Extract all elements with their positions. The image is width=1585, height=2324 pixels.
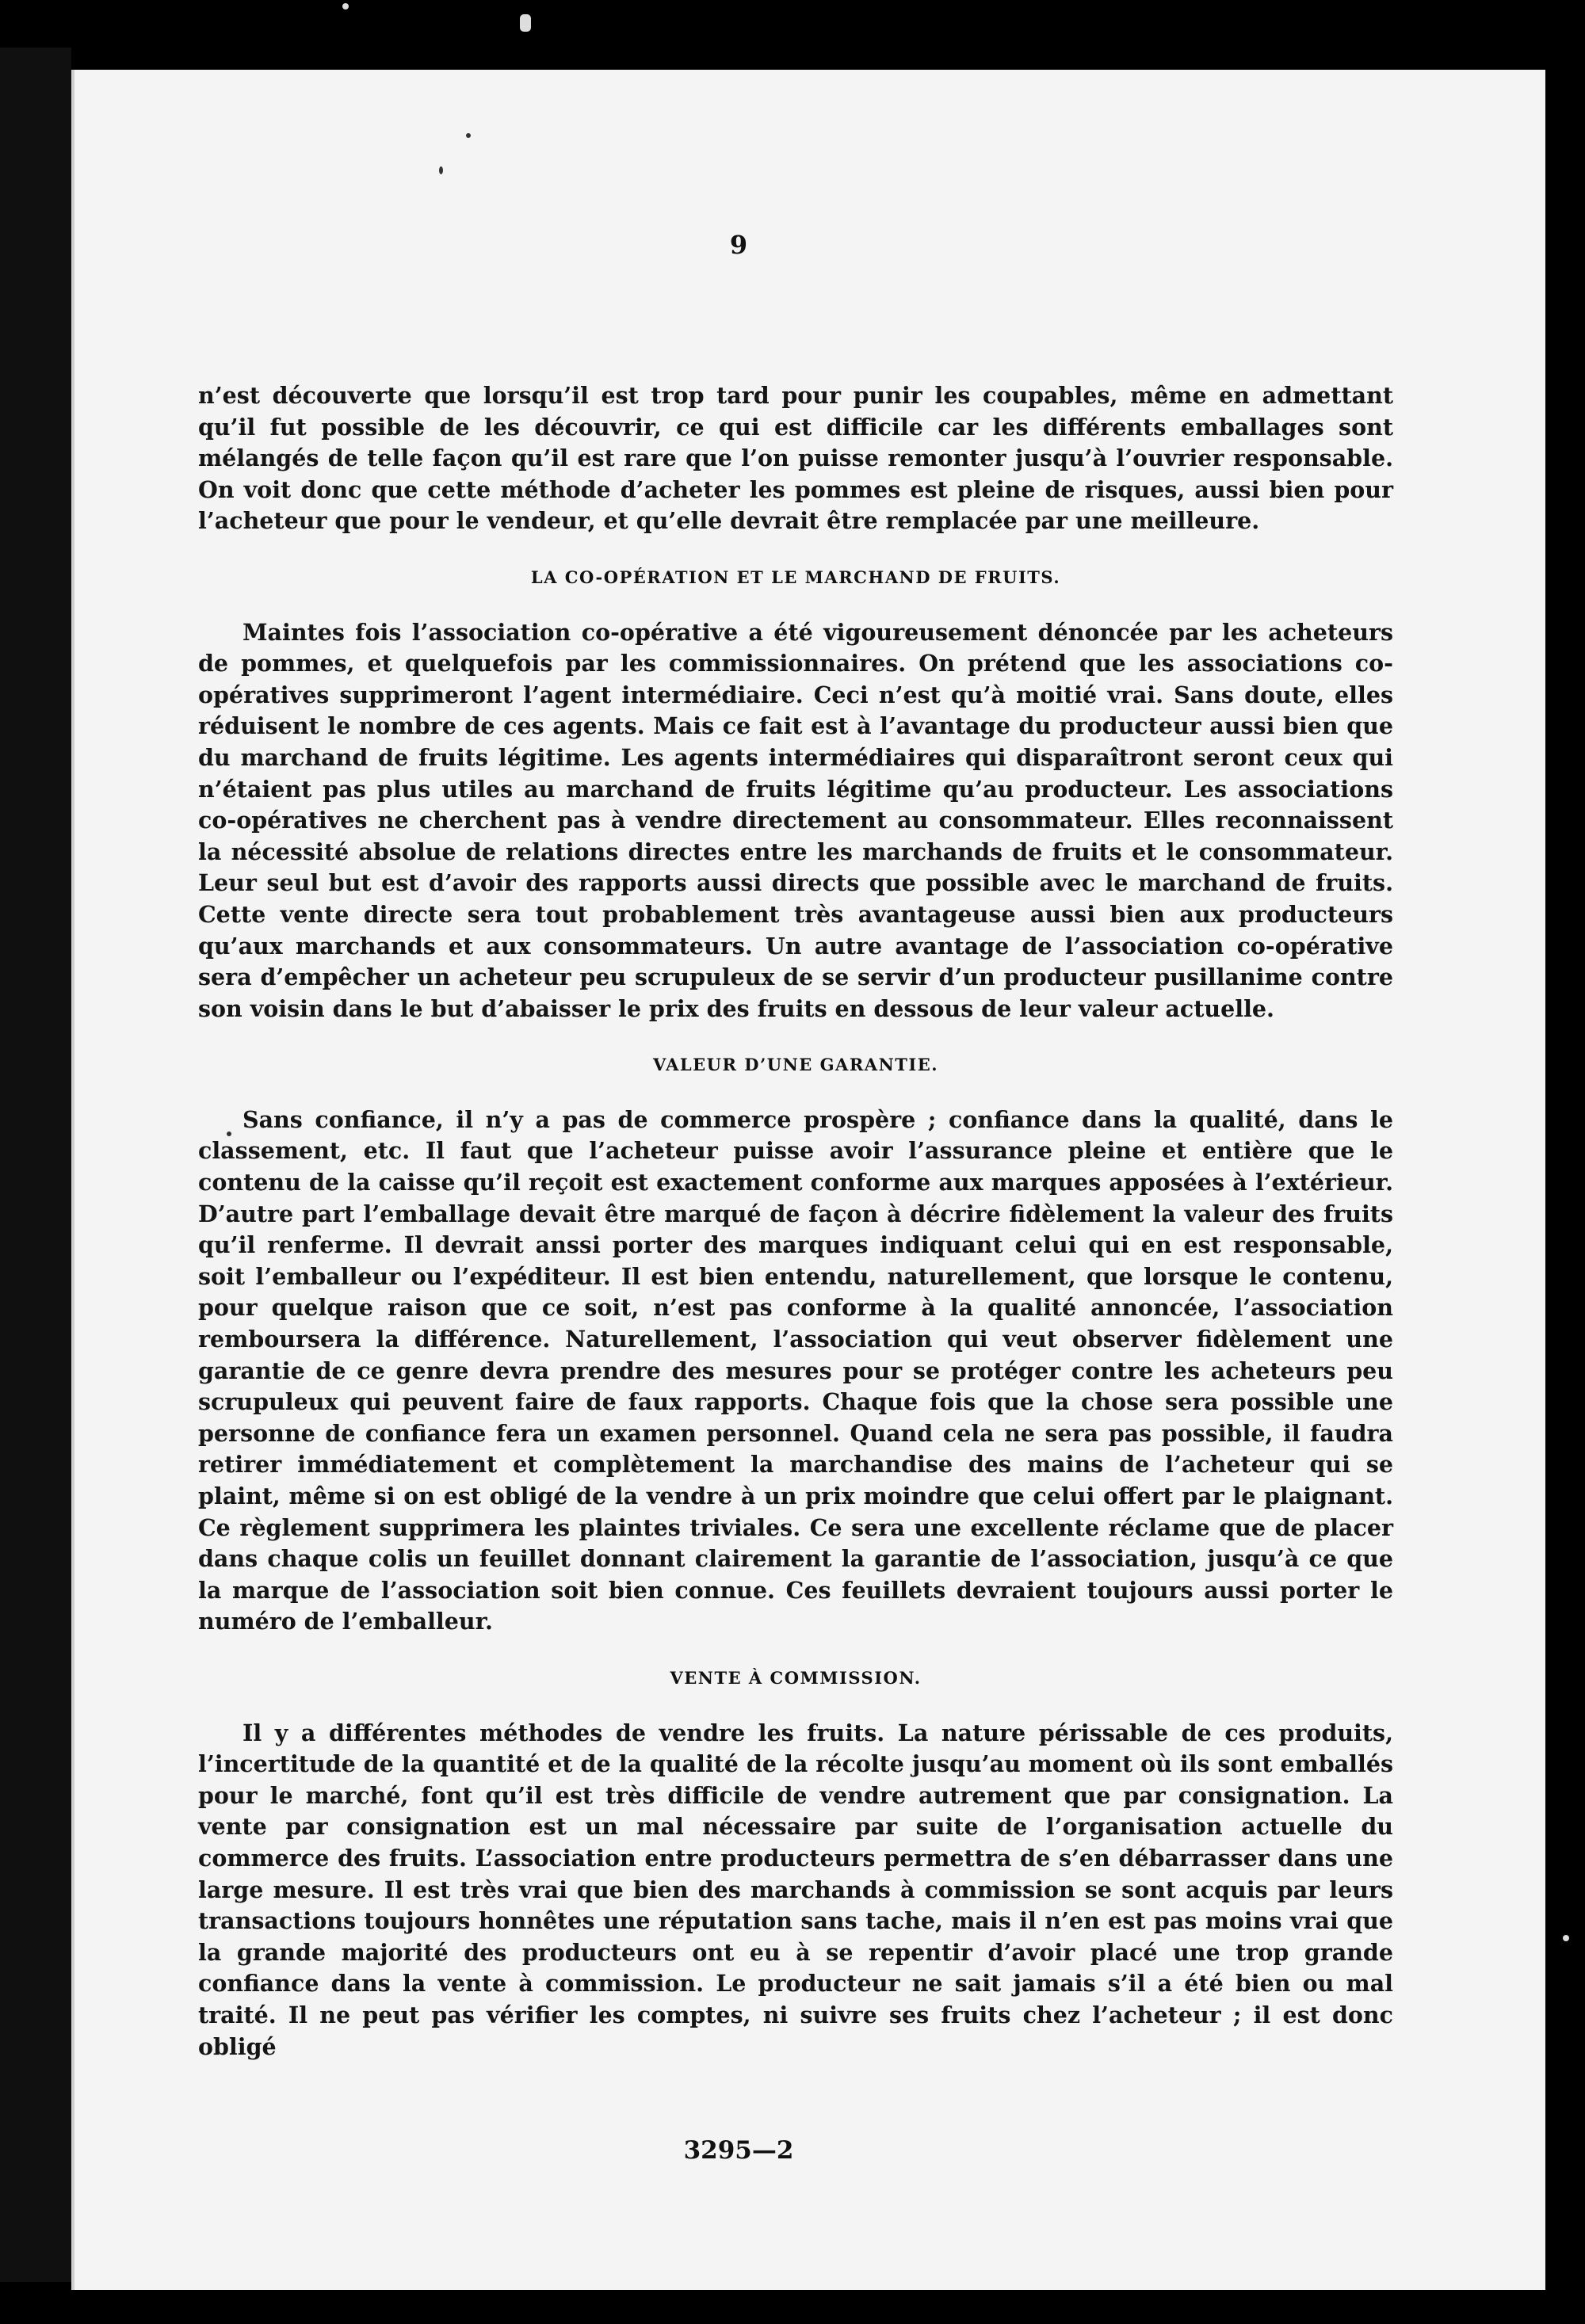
margin-mark xyxy=(439,166,443,174)
paragraph-intro: n’est découverte que lorsqu’il est trop tard pour punir les coupables, même en admettant qu’il fut possible de les découvrir, ce qui est difficile car les différents emballages sont mélangés de telle façon qu’il est rare que l’on puisse remonter jusqu’à l’ouvrier responsable. On voit donc que cette méthode d’acheter les pommes est pleine de risques, aussi bien pour l’acheteur que pour le vendeur, et qu’elle devrait être remplacée par une meilleure. xyxy=(198,382,1393,535)
scan-speck xyxy=(1563,1935,1569,1941)
heading-guarantee: VALEUR D’UNE GARANTIE. xyxy=(652,1055,939,1075)
scan-speck xyxy=(520,14,531,32)
paragraph-cooperation: Maintes fois l’association co-opérative a été vigoureusement dénoncée par les acheteurs de pommes, et quelquefois par les commissionnaires. On prétend que les associations co-opératives supprimeront l’agent intermédiaire. Ceci n’est qu’à moitié vrai. Sans doute, elles réduisent le nombre de ces agents. Mais ce fait est à l’avantage du producteur aussi bien que du marchand de fruits légitime. Les agents intermédiaires qui disparaîtront seront ceux qui n’étaient pas plus utiles au marchand de fruits légitime qu’au producteur. Les associations co-opératives ne cherchent pas à vendre directement au consommateur. Elles reconnaissent la nécessité absolue de relations directes entre les marchands de fruits et le consommateur. Leur seul but est d’avoir des rapports aussi directs que possible avec le marchand de fruits. Cette vente directe sera tout probablement très avantageuse aussi bien aux producteurs qu’aux marchands et aux consommateurs. Un autre avantage de l’association co-opérative sera d’empêcher un acheteur peu scrupuleux de se servir d’un producteur pusillanime contre son voisin dans le but d’abaisser le prix des fruits en dessous de leur valeur actuelle. xyxy=(198,618,1393,1022)
article-body xyxy=(198,380,1393,2063)
margin-mark xyxy=(466,133,471,138)
scan-speck xyxy=(342,3,349,10)
heading-commission: VENTE À COMMISSION. xyxy=(670,1667,922,1688)
document-page xyxy=(71,70,1545,2290)
book-spine-shadow xyxy=(0,48,71,2282)
printer-signature-mark: 3295—2 xyxy=(683,2136,794,2165)
heading-cooperation: LA CO-OPÉRATION ET LE MARCHAND DE FRUITS. xyxy=(530,567,1061,587)
page-number: 9 xyxy=(729,230,748,260)
paragraph-guarantee: Sans confiance, il n’y a pas de commerce prospère ; confiance dans la qualité, dans le classement, etc. Il faut que l’acheteur puisse avoir l’assurance pleine et entière que le contenu de la caisse qu’il reçoit est exactement conforme aux marques apposées à l’extérieur. D’autre part l’emballage devait être marqué de façon à décrire fidèlement la valeur des fruits qu’il renferme. Il devrait anssi porter des marques indiquant celui qui en est responsable, soit l’emballeur ou l’expéditeur. Il est bien entendu, naturellement, que lorsque le contenu, pour quelque raison que ce soit, n’est pas conforme à la qualité annoncée, l’association remboursera la différence. Naturellement, l’association qui veut observer fidèlement une garantie de ce genre devra prendre des mesures pour se protéger contre les acheteurs peu scrupuleux qui peuvent faire de faux rapports. Chaque fois que la chose sera possible une personne de confiance fera un examen personnel. Quand cela ne sera pas possible, il faudra retirer immédiatement et complètement la marchandise des mains de l’acheteur qui se plaint, même si on est obligé de la vendre à un prix moindre que celui offert par le plaignant. Ce règlement supprimera les plaintes triviales. Ce sera une excellente réclame que de placer dans chaque colis un feuillet donnant clairement la garantie de l’association, jusqu’à ce que la marque de l’association soit bien connue. Ces feuillets devraient toujours aussi porter le numéro de l’emballeur. xyxy=(198,1105,1393,1635)
paragraph-commission: Il y a différentes méthodes de vendre les fruits. La nature périssable de ces produits, l’incertitude de la quantité et de la qualité de la récolte jusqu’au moment où ils sont emballés pour le marché, font qu’il est très difficile de vendre autrement que par consignation. La vente par consignation est un mal nécessaire par suite de l’organisation actuelle du commerce des fruits. L’association entre producteurs permettra de s’en débarrasser dans une large mesure. Il est très vrai que bien des marchands à commission se sont acquis par leurs transactions toujours honnêtes une réputation sans tache, mais il n’en est pas moins vrai que la grande majorité des producteurs ont eu à se repentir d’avoir placé une trop grande confiance dans la vente à commission. Le producteur ne sait jamais s’il a été bien ou mal traité. Il ne peut pas vérifier les comptes, ni suivre ses fruits chez l’acheteur ; il est donc obligé xyxy=(198,1719,1393,2060)
